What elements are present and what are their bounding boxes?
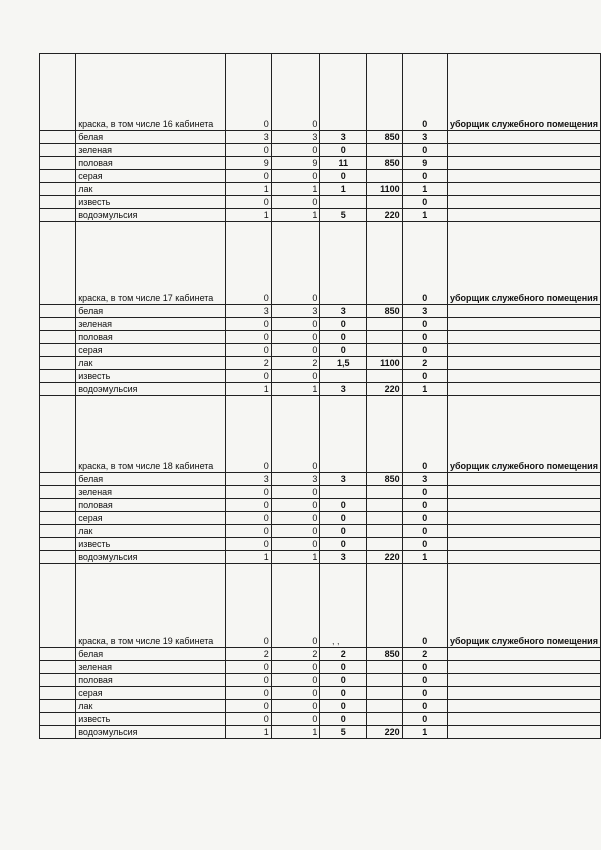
price-cell <box>367 700 403 713</box>
qty-cell-2: 1 <box>271 551 320 564</box>
material-name: лак <box>76 525 225 538</box>
qty-cell-5: 1 <box>402 383 447 396</box>
blank-cell <box>40 687 76 700</box>
qty-cell-3: 0 <box>320 700 367 713</box>
blank-cell <box>40 512 76 525</box>
qty-cell-3: 3 <box>320 383 367 396</box>
table-row <box>40 331 601 344</box>
price-cell: 850 <box>367 648 403 661</box>
note-cell <box>447 525 600 538</box>
qty-cell-5: 2 <box>402 357 447 370</box>
qty-cell-5: 0 <box>402 538 447 551</box>
qty-cell-3: 0 <box>320 170 367 183</box>
blank-cell <box>40 183 76 196</box>
qty-cell-5: 0 <box>402 196 447 209</box>
qty-cell-5: 0 <box>402 661 447 674</box>
note-cell <box>447 383 600 396</box>
qty-cell-2: 0 <box>271 396 320 473</box>
qty-cell-3: 3 <box>320 473 367 486</box>
note-cell <box>447 183 600 196</box>
qty-cell-1: 3 <box>225 473 271 486</box>
table-row <box>40 318 601 331</box>
table-row <box>40 183 601 196</box>
blank-cell <box>40 674 76 687</box>
price-cell <box>367 538 403 551</box>
qty-cell-1: 0 <box>225 674 271 687</box>
price-cell <box>367 499 403 512</box>
qty-cell-3 <box>320 54 367 131</box>
material-name: половая <box>76 331 225 344</box>
blank-cell <box>40 209 76 222</box>
table-row <box>40 648 601 661</box>
table-row <box>40 144 601 157</box>
table-row <box>40 131 601 144</box>
material-name: лак <box>76 700 225 713</box>
price-cell <box>367 222 403 305</box>
note-cell <box>447 357 600 370</box>
qty-cell-3: 2 <box>320 648 367 661</box>
price-cell <box>367 674 403 687</box>
qty-cell-5: 1 <box>402 726 447 739</box>
table-row <box>40 551 601 564</box>
material-name: зеленая <box>76 318 225 331</box>
qty-cell-5: 3 <box>402 131 447 144</box>
material-name: половая <box>76 674 225 687</box>
qty-cell-2: 0 <box>271 525 320 538</box>
note-cell <box>447 551 600 564</box>
qty-cell-5: 0 <box>402 54 447 131</box>
qty-cell-3: 0 <box>320 499 367 512</box>
qty-cell-2: 0 <box>271 538 320 551</box>
qty-cell-1: 0 <box>225 54 271 131</box>
note-cell <box>447 648 600 661</box>
qty-cell-3 <box>320 370 367 383</box>
price-cell <box>367 564 403 648</box>
material-name: белая <box>76 648 225 661</box>
qty-cell-1: 0 <box>225 144 271 157</box>
qty-cell-2: 0 <box>271 344 320 357</box>
qty-cell-2: 0 <box>271 54 320 131</box>
price-cell <box>367 512 403 525</box>
price-cell <box>367 144 403 157</box>
block-header-row <box>40 222 601 305</box>
qty-cell-1: 9 <box>225 157 271 170</box>
material-name: зеленая <box>76 661 225 674</box>
price-cell <box>367 370 403 383</box>
qty-cell-3: 0 <box>320 661 367 674</box>
material-name: краска, в том числе 19 кабинета <box>76 564 225 648</box>
material-name: краска, в том числе 16 кабинета <box>76 54 225 131</box>
table-row <box>40 157 601 170</box>
note-cell <box>447 131 600 144</box>
qty-cell-2: 3 <box>271 131 320 144</box>
qty-cell-1: 0 <box>225 344 271 357</box>
qty-cell-1: 0 <box>225 700 271 713</box>
price-cell <box>367 713 403 726</box>
table-row <box>40 525 601 538</box>
price-cell: 850 <box>367 473 403 486</box>
price-cell: 1100 <box>367 357 403 370</box>
blank-cell <box>40 700 76 713</box>
price-cell <box>367 170 403 183</box>
qty-cell-2: 2 <box>271 648 320 661</box>
qty-cell-3: 0 <box>320 512 367 525</box>
price-cell: 1100 <box>367 183 403 196</box>
blank-cell <box>40 473 76 486</box>
qty-cell-3: 0 <box>320 318 367 331</box>
table-row <box>40 305 601 318</box>
blank-cell <box>40 648 76 661</box>
material-name: водоэмульсия <box>76 383 225 396</box>
qty-cell-1: 2 <box>225 357 271 370</box>
material-name: зеленая <box>76 486 225 499</box>
blank-cell <box>40 525 76 538</box>
price-cell <box>367 331 403 344</box>
qty-cell-5: 1 <box>402 209 447 222</box>
note-cell <box>447 209 600 222</box>
blank-cell <box>40 357 76 370</box>
table-row <box>40 473 601 486</box>
qty-cell-5: 0 <box>402 370 447 383</box>
blank-cell <box>40 318 76 331</box>
blank-cell <box>40 344 76 357</box>
qty-cell-2: 0 <box>271 222 320 305</box>
qty-cell-1: 0 <box>225 687 271 700</box>
blank-cell <box>40 383 76 396</box>
table-row <box>40 486 601 499</box>
note-cell <box>447 486 600 499</box>
note-cell <box>447 318 600 331</box>
inventory-table <box>39 53 601 739</box>
note-cell <box>447 331 600 344</box>
blank-cell <box>40 131 76 144</box>
table-row <box>40 512 601 525</box>
qty-cell-2: 0 <box>271 564 320 648</box>
qty-cell-2: 0 <box>271 318 320 331</box>
material-name: водоэмульсия <box>76 551 225 564</box>
blank-cell <box>40 54 76 131</box>
note-cell <box>447 196 600 209</box>
table-row <box>40 538 601 551</box>
note-cell <box>447 674 600 687</box>
qty-cell-2: 0 <box>271 144 320 157</box>
qty-cell-1: 1 <box>225 183 271 196</box>
qty-cell-3: 0 <box>320 331 367 344</box>
qty-cell-3 <box>320 564 367 648</box>
qty-cell-1: 2 <box>225 648 271 661</box>
price-cell: 850 <box>367 157 403 170</box>
blank-cell <box>40 370 76 383</box>
qty-cell-5: 0 <box>402 674 447 687</box>
blank-cell <box>40 170 76 183</box>
price-cell: 850 <box>367 131 403 144</box>
qty-cell-5: 0 <box>402 344 447 357</box>
qty-cell-2: 1 <box>271 183 320 196</box>
price-cell <box>367 661 403 674</box>
material-name: лак <box>76 183 225 196</box>
blank-cell <box>40 196 76 209</box>
table-row <box>40 170 601 183</box>
table-row <box>40 726 601 739</box>
price-cell: 850 <box>367 305 403 318</box>
price-cell: 220 <box>367 726 403 739</box>
pen-mark: , , <box>332 636 340 646</box>
qty-cell-2: 0 <box>271 370 320 383</box>
qty-cell-5: 0 <box>402 700 447 713</box>
table-row <box>40 196 601 209</box>
qty-cell-5: 0 <box>402 687 447 700</box>
qty-cell-3: 3 <box>320 551 367 564</box>
blank-cell <box>40 726 76 739</box>
material-name: краска, в том числе 17 кабинета <box>76 222 225 305</box>
blank-cell <box>40 713 76 726</box>
table-row <box>40 357 601 370</box>
qty-cell-5: 0 <box>402 396 447 473</box>
material-name: белая <box>76 131 225 144</box>
qty-cell-2: 0 <box>271 486 320 499</box>
qty-cell-5: 0 <box>402 144 447 157</box>
price-cell <box>367 344 403 357</box>
qty-cell-2: 1 <box>271 383 320 396</box>
qty-cell-1: 3 <box>225 131 271 144</box>
qty-cell-1: 0 <box>225 499 271 512</box>
price-cell <box>367 486 403 499</box>
qty-cell-5: 0 <box>402 564 447 648</box>
material-name: известь <box>76 370 225 383</box>
qty-cell-2: 0 <box>271 196 320 209</box>
material-name: известь <box>76 538 225 551</box>
qty-cell-1: 0 <box>225 525 271 538</box>
block-header-row <box>40 54 601 131</box>
material-name: белая <box>76 473 225 486</box>
qty-cell-2: 0 <box>271 687 320 700</box>
material-name: лак <box>76 357 225 370</box>
material-name: водоэмульсия <box>76 209 225 222</box>
material-name: половая <box>76 499 225 512</box>
qty-cell-2: 0 <box>271 713 320 726</box>
qty-cell-1: 1 <box>225 551 271 564</box>
table-row <box>40 687 601 700</box>
price-cell: 220 <box>367 551 403 564</box>
qty-cell-1: 0 <box>225 170 271 183</box>
material-name: серая <box>76 344 225 357</box>
qty-cell-1: 1 <box>225 383 271 396</box>
qty-cell-2: 0 <box>271 170 320 183</box>
qty-cell-3 <box>320 196 367 209</box>
note-cell <box>447 700 600 713</box>
table-row <box>40 383 601 396</box>
material-name: краска, в том числе 18 кабинета <box>76 396 225 473</box>
table-row <box>40 499 601 512</box>
material-name: серая <box>76 170 225 183</box>
qty-cell-1: 0 <box>225 713 271 726</box>
qty-cell-1: 0 <box>225 396 271 473</box>
material-name: водоэмульсия <box>76 726 225 739</box>
price-cell <box>367 318 403 331</box>
qty-cell-5: 1 <box>402 183 447 196</box>
responsible-note: уборщик служебного помещения <box>447 396 600 473</box>
qty-cell-5: 0 <box>402 525 447 538</box>
price-cell <box>367 687 403 700</box>
qty-cell-1: 3 <box>225 305 271 318</box>
note-cell <box>447 157 600 170</box>
qty-cell-3 <box>320 222 367 305</box>
qty-cell-1: 0 <box>225 486 271 499</box>
qty-cell-3: 0 <box>320 674 367 687</box>
material-name: серая <box>76 512 225 525</box>
qty-cell-1: 0 <box>225 564 271 648</box>
qty-cell-2: 0 <box>271 512 320 525</box>
qty-cell-3: 0 <box>320 538 367 551</box>
note-cell <box>447 661 600 674</box>
blank-cell <box>40 551 76 564</box>
blank-cell <box>40 305 76 318</box>
note-cell <box>447 370 600 383</box>
block-header-row <box>40 564 601 648</box>
qty-cell-3: 5 <box>320 209 367 222</box>
note-cell <box>447 499 600 512</box>
qty-cell-1: 0 <box>225 318 271 331</box>
blank-cell <box>40 486 76 499</box>
qty-cell-3: 0 <box>320 713 367 726</box>
note-cell <box>447 538 600 551</box>
qty-cell-3: 5 <box>320 726 367 739</box>
qty-cell-2: 1 <box>271 209 320 222</box>
qty-cell-5: 3 <box>402 305 447 318</box>
qty-cell-5: 0 <box>402 222 447 305</box>
qty-cell-2: 3 <box>271 305 320 318</box>
blank-cell <box>40 157 76 170</box>
qty-cell-2: 1 <box>271 726 320 739</box>
qty-cell-5: 0 <box>402 512 447 525</box>
price-cell <box>367 525 403 538</box>
qty-cell-3: 0 <box>320 144 367 157</box>
qty-cell-1: 0 <box>225 196 271 209</box>
table-row <box>40 661 601 674</box>
qty-cell-5: 0 <box>402 713 447 726</box>
qty-cell-1: 0 <box>225 222 271 305</box>
blank-cell <box>40 499 76 512</box>
qty-cell-2: 0 <box>271 674 320 687</box>
material-name: известь <box>76 713 225 726</box>
qty-cell-5: 1 <box>402 551 447 564</box>
table-row <box>40 700 601 713</box>
note-cell <box>447 512 600 525</box>
table-row <box>40 344 601 357</box>
block-header-row <box>40 396 601 473</box>
price-cell: 220 <box>367 209 403 222</box>
qty-cell-3: 0 <box>320 344 367 357</box>
blank-cell <box>40 222 76 305</box>
qty-cell-1: 0 <box>225 370 271 383</box>
qty-cell-5: 0 <box>402 331 447 344</box>
price-cell <box>367 196 403 209</box>
qty-cell-1: 1 <box>225 209 271 222</box>
qty-cell-3: 1 <box>320 183 367 196</box>
qty-cell-3: 11 <box>320 157 367 170</box>
price-cell <box>367 54 403 131</box>
responsible-note: уборщик служебного помещения <box>447 54 600 131</box>
material-name: зеленая <box>76 144 225 157</box>
blank-cell <box>40 396 76 473</box>
note-cell <box>447 170 600 183</box>
qty-cell-5: 0 <box>402 499 447 512</box>
qty-cell-1: 1 <box>225 726 271 739</box>
qty-cell-5: 2 <box>402 648 447 661</box>
qty-cell-3: 0 <box>320 525 367 538</box>
qty-cell-5: 3 <box>402 473 447 486</box>
qty-cell-1: 0 <box>225 331 271 344</box>
blank-cell <box>40 564 76 648</box>
qty-cell-3: 1,5 <box>320 357 367 370</box>
responsible-note: уборщик служебного помещения <box>447 222 600 305</box>
qty-cell-5: 9 <box>402 157 447 170</box>
qty-cell-1: 0 <box>225 512 271 525</box>
table-row <box>40 370 601 383</box>
qty-cell-1: 0 <box>225 538 271 551</box>
note-cell <box>447 473 600 486</box>
note-cell <box>447 726 600 739</box>
material-name: серая <box>76 687 225 700</box>
blank-cell <box>40 144 76 157</box>
material-name: половая <box>76 157 225 170</box>
qty-cell-2: 0 <box>271 700 320 713</box>
material-name: белая <box>76 305 225 318</box>
qty-cell-2: 0 <box>271 661 320 674</box>
qty-cell-3: 0 <box>320 687 367 700</box>
qty-cell-2: 9 <box>271 157 320 170</box>
qty-cell-2: 2 <box>271 357 320 370</box>
qty-cell-5: 0 <box>402 486 447 499</box>
qty-cell-3: 3 <box>320 131 367 144</box>
price-cell <box>367 396 403 473</box>
note-cell <box>447 344 600 357</box>
qty-cell-2: 3 <box>271 473 320 486</box>
qty-cell-2: 0 <box>271 331 320 344</box>
price-cell: 220 <box>367 383 403 396</box>
blank-cell <box>40 538 76 551</box>
material-name: известь <box>76 196 225 209</box>
qty-cell-2: 0 <box>271 499 320 512</box>
blank-cell <box>40 661 76 674</box>
note-cell <box>447 144 600 157</box>
table-row <box>40 713 601 726</box>
qty-cell-1: 0 <box>225 661 271 674</box>
table-row <box>40 209 601 222</box>
responsible-note: уборщик служебного помещения <box>447 564 600 648</box>
qty-cell-3 <box>320 486 367 499</box>
qty-cell-3 <box>320 396 367 473</box>
note-cell <box>447 713 600 726</box>
qty-cell-3: 3 <box>320 305 367 318</box>
qty-cell-5: 0 <box>402 318 447 331</box>
qty-cell-5: 0 <box>402 170 447 183</box>
note-cell <box>447 305 600 318</box>
blank-cell <box>40 331 76 344</box>
note-cell <box>447 687 600 700</box>
table-row <box>40 674 601 687</box>
